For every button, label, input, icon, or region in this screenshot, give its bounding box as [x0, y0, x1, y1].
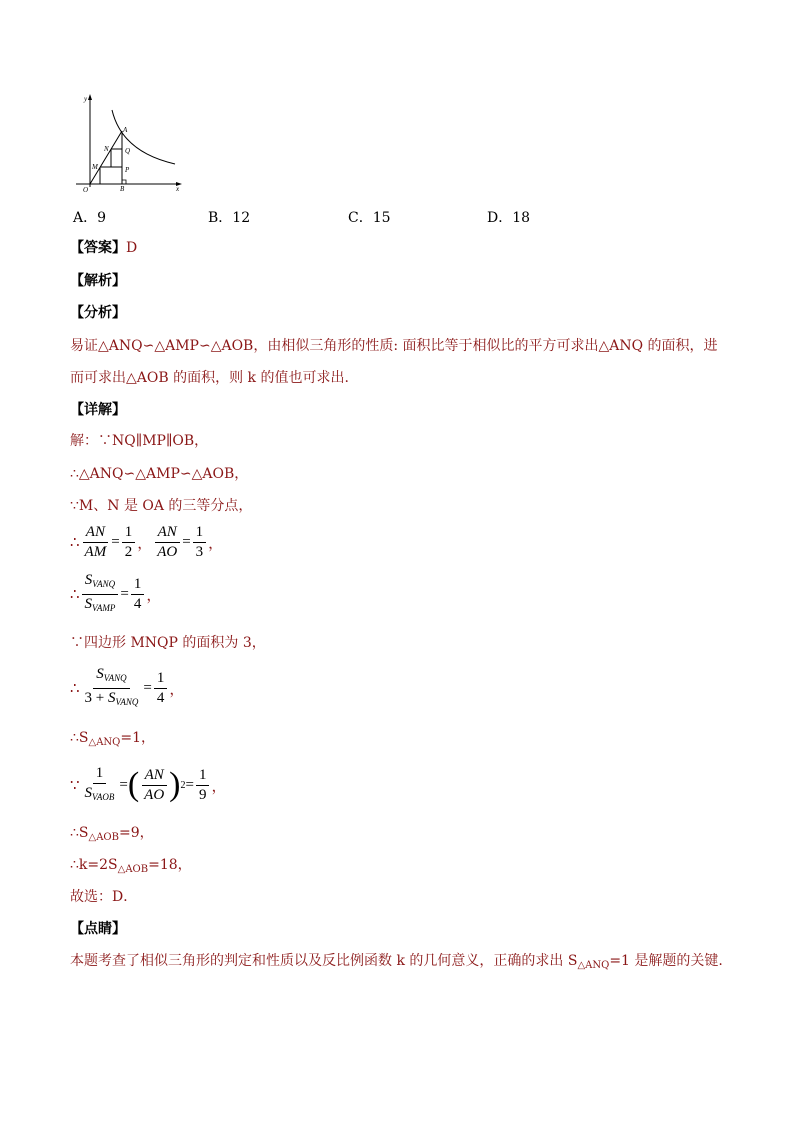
detail-line-9: $\therefore S_{\triangle AOB}=9$，: [70, 825, 154, 843]
detail-line-2: ∴△ANQ∽△AMP∽△AOB，: [70, 466, 249, 482]
label-m: M: [92, 163, 98, 171]
detail-tag: 【详解】: [70, 402, 126, 418]
ratio-line: ∴ $\frac{AN}{AM}$ = $\frac{1}{2}$ ， $\frac{AN}{AO}$ = $\frac{1}{3}$ ，: [70, 523, 224, 560]
option-b: B．12: [208, 210, 251, 226]
label-x: x: [176, 185, 180, 193]
analysis-tag: 【解析】: [70, 273, 126, 289]
label-a: A: [123, 126, 128, 134]
fenxi-tag: 【分析】: [70, 305, 126, 321]
detail-line-1: 解：∵NQ∥MP∥OB，: [70, 433, 209, 449]
comment-tag: 【点睛】: [70, 921, 126, 937]
answer-value: D: [126, 240, 138, 256]
option-d: D．18: [487, 210, 531, 226]
detail-line-10: $\therefore k=2S_{\triangle AOB}=18$，: [70, 857, 192, 875]
detail-line-5: ∵四边形 MNQP 的面积为 3，: [70, 635, 266, 651]
label-p: P: [125, 166, 130, 174]
area-ratio-line: ∴ $\frac{S_{VANQ}}{S_{VAMP}}$ = $\frac{1}{4}$ ，: [70, 571, 162, 613]
answer-line: [70, 239, 137, 257]
label-n: N: [104, 145, 109, 153]
detail-line-11: 故选：D．: [70, 889, 138, 905]
geometry-figure: [70, 92, 190, 194]
label-q: Q: [125, 147, 131, 155]
detail-line-3: ∵M、N 是 OA 的三等分点，: [70, 498, 253, 514]
option-a: A．9: [73, 210, 107, 226]
answer-tag: 【答案】: [70, 240, 126, 256]
label-b: B: [120, 185, 125, 193]
similarity-square-line: ∵ $\frac{1}{S_{VAOB}}$ = ( $\frac{AN}{AO}$ ) 2 = $\frac{1}{9}$ ，: [70, 764, 227, 803]
detail-line-7: $\therefore S_{\triangle ANQ}=1$，: [70, 730, 156, 748]
comment-line: 本题考查了相似三角形的判定和性质以及反比例函数 k 的几何意义，正确的求出 $S_{\triangle ANQ}=1$ 是解题的关键.: [70, 953, 723, 971]
fenxi-line-1: 易证△ANQ∽△AMP∽△AOB，由相似三角形的性质: 面积比等于相似比的平方可求出△ANQ 的面积，进: [70, 338, 718, 354]
label-o: O: [83, 186, 89, 194]
quad-area-line: ∴ $\frac{S_{VANQ}}{3 + S_{VANQ}}$ = $\frac{1}{4}$ ，: [70, 665, 185, 707]
option-c: C．15: [348, 210, 391, 226]
fenxi-line-2: 而可求出△AOB 的面积，则 k 的值也可求出.: [70, 370, 349, 386]
label-y: y: [84, 95, 88, 103]
